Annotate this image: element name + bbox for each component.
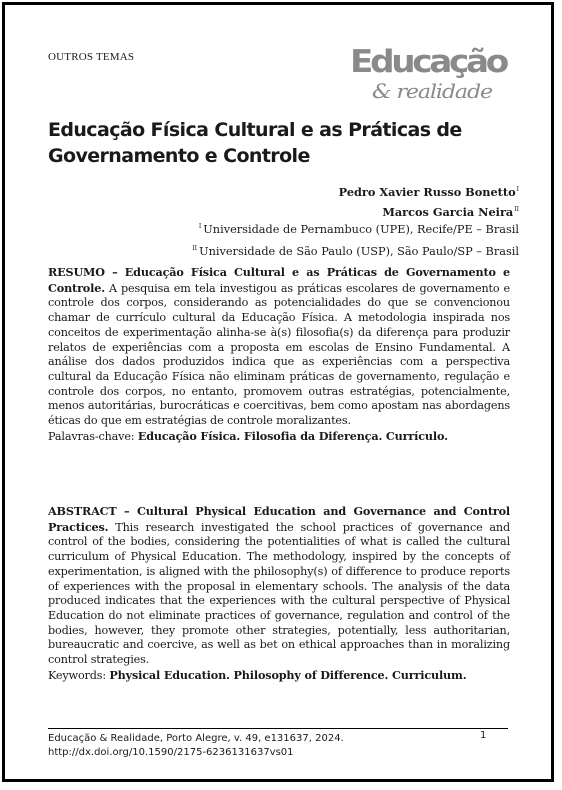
logo-subtitle: & realidade — [372, 79, 493, 103]
article-title: Educação Física Cultural e as Práticas de Governamento e Controle — [48, 119, 462, 167]
resumo-paragraph — [48, 265, 510, 444]
footer-citation — [48, 732, 344, 760]
citation-text: Educação & Realidade, Porto Alegre, v. 49, e131637, 2024. — [48, 733, 344, 744]
resumo-keywords: Palavras-chave: Educação Física. Filosofia da Diferença. Currículo. — [48, 428, 448, 443]
footer-divider — [48, 728, 508, 729]
page-number: 1 — [480, 730, 487, 741]
abstract-paragraph — [48, 504, 510, 683]
journal-logo — [348, 42, 508, 104]
section-label: OUTROS TEMAS — [48, 51, 135, 63]
affiliation: $^{II}$ Universidade de São Paulo (USP), São Paulo/SP – Brasil — [192, 244, 519, 258]
resumo-heading: RESUMO – Educação Física Cultural e as Práticas de Governamento e Controle. — [48, 265, 510, 295]
resumo-body: A pesquisa em tela investigou as práticas escolares de governamento e controle dos corpos, considerando as potencialidades do que se convencionou chamar de currículo cultural da Educação Física. A metodologia inspirada nos conceitos de experimentação alinha-se à(s) filosofia(s) da diferença para produzir relatos de experiências com a proposta em escolas de Ensino Fundamental. A análise dos dados produzidos indica que as experiências com a perspectiva cultural da Educação Física não eliminam práticas de governamento, regulação e controle dos corpos, no entanto, promovem outras estratégias, potencialmente, menos autoritárias, burocráticas e coercitivas, bem como apostam nas abordagens éticas do que em estratégias de controle moralizantes. — [48, 281, 510, 428]
doi-link[interactable]: http://dx.doi.org/10.1590/2175-6236131637vs01 — [48, 747, 294, 758]
abstract-keywords: Keywords: Physical Education. Philosophy of Difference. Curriculum. — [48, 667, 467, 682]
abstract-body: This research investigated the school practices of governance and control of the bodies, considering the potentialities of what is called the cultural curriculum of Physical Education. The methodology, inspired by the concepts of experimentation, is aligned with the philosophy(s) of difference to produce reports of experiences with the proposal in elementary schools. The analysis of the data produced indicates that the experiences with the cultural perspective of Physical Education do not eliminate practices of governance, regulation and control of the bodies, however, they promote other strategies, potentially, less authoritarian, bureaucratic and coercive, as well as bet on ethical approaches than in moralizing control strategies. — [48, 520, 510, 667]
author-name: Marcos Garcia Neira$^{II}$ — [382, 205, 519, 219]
abstract-heading: ABSTRACT – Cultural Physical Education and Governance and Control Practices. — [48, 504, 510, 534]
logo-title: Educação — [350, 44, 508, 80]
author-name: Pedro Xavier Russo Bonetto$^I$ — [338, 185, 519, 199]
affiliation-list — [192, 218, 519, 261]
author-list — [339, 181, 519, 221]
affiliation: $^I$ Universidade de Pernambuco (UPE), Recife/PE – Brasil — [198, 223, 519, 236]
